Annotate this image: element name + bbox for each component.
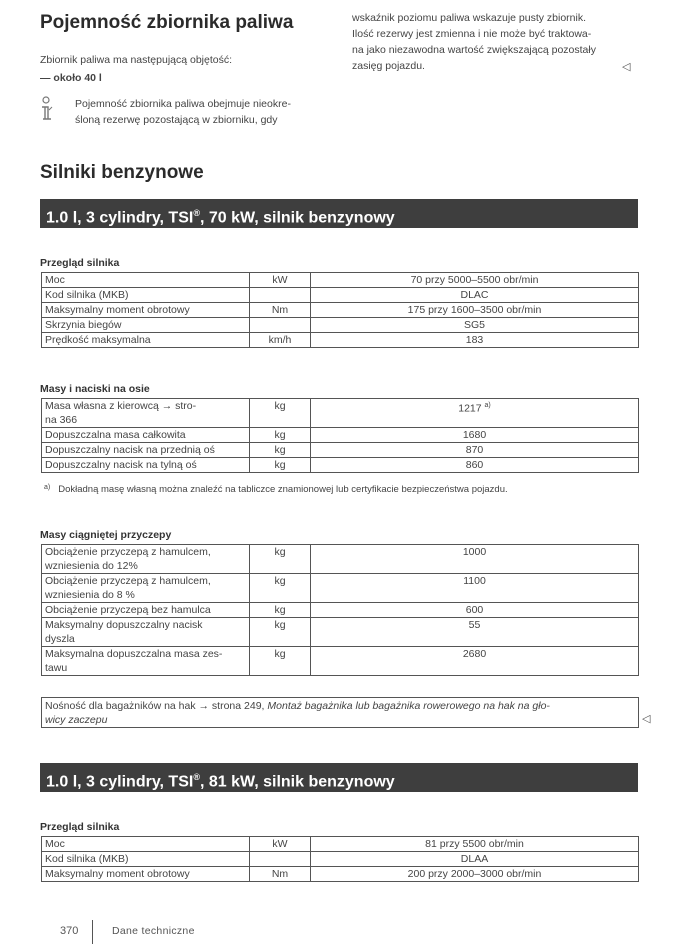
row-value: 860: [311, 458, 639, 473]
row-value: 175 przy 1600–3500 obr/min: [311, 303, 639, 318]
note-line: na jako niezawodna wartość zwiększającą pozostały: [352, 44, 596, 56]
registered-mark: ®: [193, 772, 200, 782]
table-row: [42, 574, 639, 603]
band-title: 1.0 l, 3 cylindry, TSI: [46, 773, 194, 791]
row-unit: Nm: [250, 303, 311, 318]
note-line-text: zasięg pojazdu.: [352, 60, 425, 72]
table-row: [42, 288, 639, 303]
row-unit: kg: [250, 458, 311, 473]
table-row: [42, 618, 639, 647]
row-label: Moc: [42, 273, 250, 288]
footnote: [44, 484, 508, 495]
row-value: SG5: [311, 318, 639, 333]
row-value: [311, 399, 639, 428]
note-line: Ilość rezerwy jest zmienna i nie może być traktowa-: [352, 28, 592, 40]
value-text: 1217: [458, 402, 482, 415]
footnote-text: Dokładną masę własną można znaleźć na tabliczce znamionowej lub certyfikacie bezpieczeństwa pojazdu.: [58, 484, 508, 495]
table-row: [42, 399, 639, 428]
note-line: [352, 58, 642, 74]
row-unit: kg: [250, 574, 311, 603]
row-unit: kg: [250, 603, 311, 618]
note-line: Pojemność zbiornika paliwa obejmuje nieokre-: [75, 98, 291, 110]
table-row: [42, 852, 639, 867]
footer-title: Dane techniczne: [112, 925, 195, 937]
table-row: [42, 318, 639, 333]
table-row: [42, 273, 639, 288]
row-label: Kod silnika (MKB): [42, 852, 250, 867]
table-row: [42, 303, 639, 318]
row-label: [42, 545, 250, 574]
engine2-overview-table: [41, 836, 639, 882]
registered-mark: ®: [193, 208, 200, 218]
row-value: DLAA: [311, 852, 639, 867]
band-title-rest: , 81 kW, silnik benzynowy: [199, 773, 395, 791]
row-label: Maksymalny moment obrotowy: [42, 867, 250, 882]
table-row: [42, 333, 639, 348]
row-unit: kW: [250, 273, 311, 288]
table-row: [42, 428, 639, 443]
row-label: Skrzynia biegów: [42, 318, 250, 333]
note-link-text[interactable]: wicy zaczepu: [45, 714, 108, 726]
row-label-line: wzniesienia do 12%: [45, 560, 138, 572]
footnote-mark: a): [484, 402, 491, 409]
end-of-section-icon: ◁: [642, 713, 651, 725]
row-value: 70 przy 5000–5500 obr/min: [311, 273, 639, 288]
row-label: Kod silnika (MKB): [42, 288, 250, 303]
row-value: 1000: [311, 545, 639, 574]
engine2-band: [40, 763, 638, 792]
table-row: [42, 603, 639, 618]
masses-title: Masy i naciski na osie: [40, 383, 150, 395]
row-label-line: Maksymalny dopuszczalny nacisk: [45, 619, 203, 631]
row-label: [42, 574, 250, 603]
engine1-band: [40, 199, 638, 228]
row-label-line: Masa własna z kierowcą → stro-: [45, 400, 197, 412]
row-value: 870: [311, 443, 639, 458]
fuel-note-continued: [352, 10, 642, 74]
section-heading: Silniki benzynowe: [40, 162, 204, 183]
row-label: Moc: [42, 837, 250, 852]
row-label: Prędkość maksymalna: [42, 333, 250, 348]
engine1-masses-table: [41, 398, 639, 473]
row-unit: kW: [250, 837, 311, 852]
row-label-line: tawu: [45, 662, 68, 674]
roof-load-note: [41, 697, 639, 728]
row-label-line: na 366: [45, 414, 78, 426]
page-number: 370: [60, 925, 79, 937]
note-line: śloną rezerwę pozostającą w zbiorniku, gdy: [75, 114, 278, 126]
row-unit: kg: [250, 428, 311, 443]
overview-title: Przegląd silnika: [40, 257, 120, 269]
row-value: 1100: [311, 574, 639, 603]
row-unit: [250, 288, 311, 303]
band-title: 1.0 l, 3 cylindry, TSI: [46, 209, 194, 227]
row-label-line: dyszla: [45, 633, 75, 645]
row-label: [42, 399, 250, 428]
footnote-mark: a): [44, 484, 51, 491]
band-title-rest: , 70 kW, silnik benzynowy: [199, 209, 395, 227]
row-unit: kg: [250, 647, 311, 676]
row-label: Maksymalny moment obrotowy: [42, 303, 250, 318]
overview-title: Przegląd silnika: [40, 821, 120, 833]
row-label-line: wzniesienia do 8 %: [45, 589, 135, 601]
engine1-trailer-table: [41, 544, 639, 676]
row-label: [42, 647, 250, 676]
row-label-line: Obciążenie przyczepą z hamulcem,: [45, 546, 211, 558]
table-row: [42, 647, 639, 676]
row-label: Obciążenie przyczepą bez hamulca: [42, 603, 250, 618]
row-value: 81 przy 5500 obr/min: [311, 837, 639, 852]
row-label: Dopuszczalny nacisk na przednią oś: [42, 443, 250, 458]
fuel-capacity: — około 40 l: [40, 72, 102, 84]
row-value: 200 przy 2000–3000 obr/min: [311, 867, 639, 882]
row-label: Dopuszczalny nacisk na tylną oś: [42, 458, 250, 473]
row-unit: [250, 318, 311, 333]
row-unit: kg: [250, 618, 311, 647]
table-row: [42, 867, 639, 882]
row-value: 183: [311, 333, 639, 348]
row-value: 2680: [311, 647, 639, 676]
row-label: Dopuszczalna masa całkowita: [42, 428, 250, 443]
table-row: [42, 837, 639, 852]
note-text: Nośność dla bagażników na hak → strona 249,: [45, 700, 268, 712]
note-line: wskaźnik poziomu paliwa wskazuje pusty zbiornik.: [352, 12, 587, 24]
footer-divider: [92, 920, 93, 944]
row-unit: km/h: [250, 333, 311, 348]
table-row: [42, 443, 639, 458]
row-label: [42, 618, 250, 647]
table-row: [42, 545, 639, 574]
row-value: 1680: [311, 428, 639, 443]
info-icon: [40, 96, 54, 126]
row-value: DLAC: [311, 288, 639, 303]
note-link-text[interactable]: Montaż bagażnika lub bagażnika rowerowego na hak na gło-: [267, 700, 550, 712]
row-value: 55: [311, 618, 639, 647]
row-label-line: Obciążenie przyczepą z hamulcem,: [45, 575, 211, 587]
row-unit: [250, 852, 311, 867]
fuel-heading: Pojemność zbiornika paliwa: [40, 12, 294, 33]
engine1-overview-table: [41, 272, 639, 348]
end-of-section-icon: ◁: [622, 61, 631, 73]
table-row: [42, 458, 639, 473]
fuel-intro: Zbiornik paliwa ma następującą objętość:: [40, 54, 233, 66]
trailer-title: Masy ciągniętej przyczepy: [40, 529, 172, 541]
row-unit: kg: [250, 443, 311, 458]
row-unit: kg: [250, 545, 311, 574]
row-label-line: Maksymalna dopuszczalna masa zes-: [45, 648, 223, 660]
row-unit: Nm: [250, 867, 311, 882]
row-value: 600: [311, 603, 639, 618]
row-unit: kg: [250, 399, 311, 428]
